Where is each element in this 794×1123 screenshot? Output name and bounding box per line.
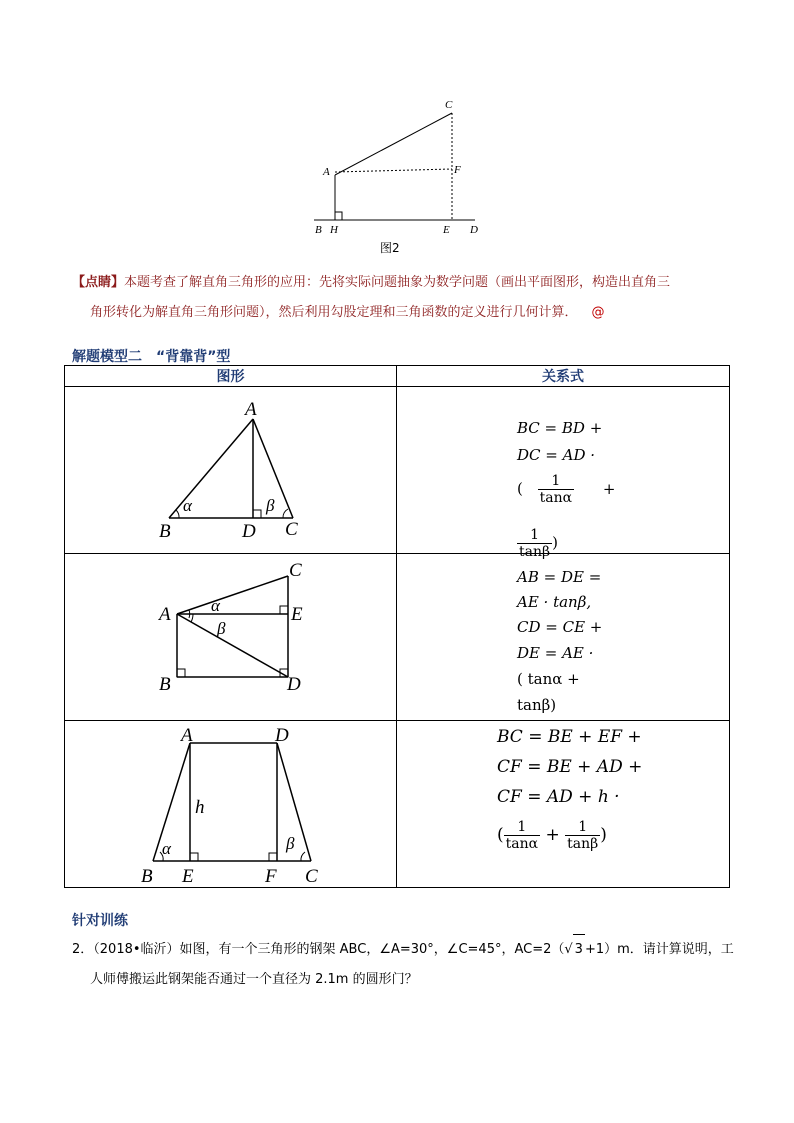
table-header-row <box>65 366 730 387</box>
rectangle-triangle-figure <box>65 554 396 720</box>
training-title: 针对训练 <box>72 913 128 929</box>
label-c: C <box>289 560 302 581</box>
figure-2 <box>300 95 500 265</box>
figure-cell <box>65 721 397 888</box>
label-h: h <box>195 797 205 818</box>
problem-2 <box>72 934 734 995</box>
label-a: A <box>159 604 171 625</box>
tip-note <box>72 268 732 328</box>
trapezoid-figure <box>65 721 396 887</box>
problem-line-1 <box>72 934 734 965</box>
relation-line-3: CF = AD + h · <box>497 787 620 807</box>
problem-text-pre: 2．（2018•临沂）如图，有一个三角形的钢架 ABC，∠A=30°，∠C=45°，AC=2（ <box>72 942 565 957</box>
fraction-den: tanβ <box>519 544 551 560</box>
relation-cell <box>397 554 730 721</box>
label-d: D <box>470 224 478 236</box>
segment-ac <box>335 113 452 175</box>
label-alpha: α <box>162 839 171 858</box>
figure-cell <box>65 554 397 721</box>
header-figure: 图形 <box>65 366 397 387</box>
table-row <box>65 721 730 888</box>
fraction-den: tanα <box>539 490 573 506</box>
plus-sign: + <box>545 825 560 845</box>
fraction-beta <box>565 819 600 852</box>
label-e: E <box>443 224 450 236</box>
label-d: D <box>275 725 289 746</box>
close-paren: ) <box>552 533 558 552</box>
problem-text-post: +1）m．请计算说明，工 <box>584 942 734 957</box>
label-a: A <box>181 725 193 746</box>
note-line-1 <box>72 268 732 298</box>
label-b: B <box>159 674 171 695</box>
label-d: D <box>287 674 301 695</box>
problem-line-2: 人师傅搬运此钢架能否通过一个直径为 2.1m 的圆形门？ <box>90 972 418 987</box>
label-b: B <box>315 224 322 236</box>
relation-line-3 <box>517 473 615 506</box>
label-alpha: α <box>183 496 192 515</box>
fraction-alpha <box>504 819 540 852</box>
close-paren: ) <box>600 825 607 845</box>
label-h: H <box>330 224 338 236</box>
label-b: B <box>159 521 171 542</box>
label-e: E <box>291 604 303 625</box>
label-a: A <box>323 166 330 178</box>
label-c: C <box>445 99 453 111</box>
back-to-back-triangle-figure <box>65 387 396 553</box>
label-f: F <box>265 866 277 887</box>
label-f: F <box>454 164 461 176</box>
sqrt-arg: 3 <box>573 934 585 965</box>
open-paren: ( <box>497 825 504 845</box>
relation-line-3: CD = CE + <box>517 618 603 636</box>
relation-line-2: AE · tanβ, <box>517 593 592 611</box>
label-d: D <box>242 521 256 542</box>
fraction-den: tanβ <box>567 836 599 852</box>
label-e: E <box>182 866 194 887</box>
label-alpha: α <box>211 596 220 615</box>
relation-line-6: tanβ) <box>517 696 557 714</box>
label-a: A <box>245 399 257 420</box>
relation-line-5: ( tanα + <box>517 670 580 688</box>
table-row <box>65 554 730 721</box>
figure-caption: 图2 <box>380 241 400 255</box>
fraction-num: 1 <box>517 527 552 544</box>
note-tag: 【点睛】 <box>72 275 125 290</box>
open-paren: ( <box>517 479 523 498</box>
relation-cell <box>397 721 730 888</box>
relation-line-2: CF = BE + AD + <box>497 757 643 777</box>
fraction-num: 1 <box>565 819 600 836</box>
label-c: C <box>305 866 318 887</box>
label-c: C <box>285 519 298 540</box>
relation-line-2: DC = AD · <box>517 446 596 464</box>
note-text-2: 角形转化为解直角三角形问题），然后利用勾股定理和三角函数的定义进行几何计算． <box>90 305 578 320</box>
label-beta: β <box>286 834 295 853</box>
relation-line-1: BC = BD + <box>517 419 603 437</box>
relation-line-1: BC = BE + EF + <box>497 727 642 747</box>
sqrt-symbol: √ <box>564 942 573 957</box>
header-relation: 关系式 <box>397 366 730 387</box>
relation-line-4: DE = AE · <box>517 644 594 662</box>
relation-line-4 <box>497 819 607 852</box>
fraction-num: 1 <box>538 473 574 490</box>
note-text-1: 本题考查了解直角三角形的应用：先将实际问题抽象为数学问题（画出平面图形，构造出直角三 <box>124 275 671 290</box>
dotted-af <box>335 169 452 172</box>
figure-cell <box>65 387 397 554</box>
label-b: B <box>141 866 153 887</box>
model-title: 解题模型二 “背靠背”型 <box>72 349 231 365</box>
table-row <box>65 387 730 554</box>
at-symbol: @ <box>591 305 605 320</box>
label-beta: β <box>266 496 275 515</box>
right-angle-mark <box>335 212 342 220</box>
fraction-num: 1 <box>504 819 540 836</box>
plus-sign: + <box>602 479 616 498</box>
label-beta: β <box>217 619 226 638</box>
relation-table <box>64 365 730 888</box>
relation-cell <box>397 387 730 560</box>
note-line-2 <box>72 298 732 328</box>
relation-line-1: AB = DE = <box>517 568 602 586</box>
fraction-alpha <box>538 473 574 506</box>
fraction-den: tanα <box>505 836 539 852</box>
